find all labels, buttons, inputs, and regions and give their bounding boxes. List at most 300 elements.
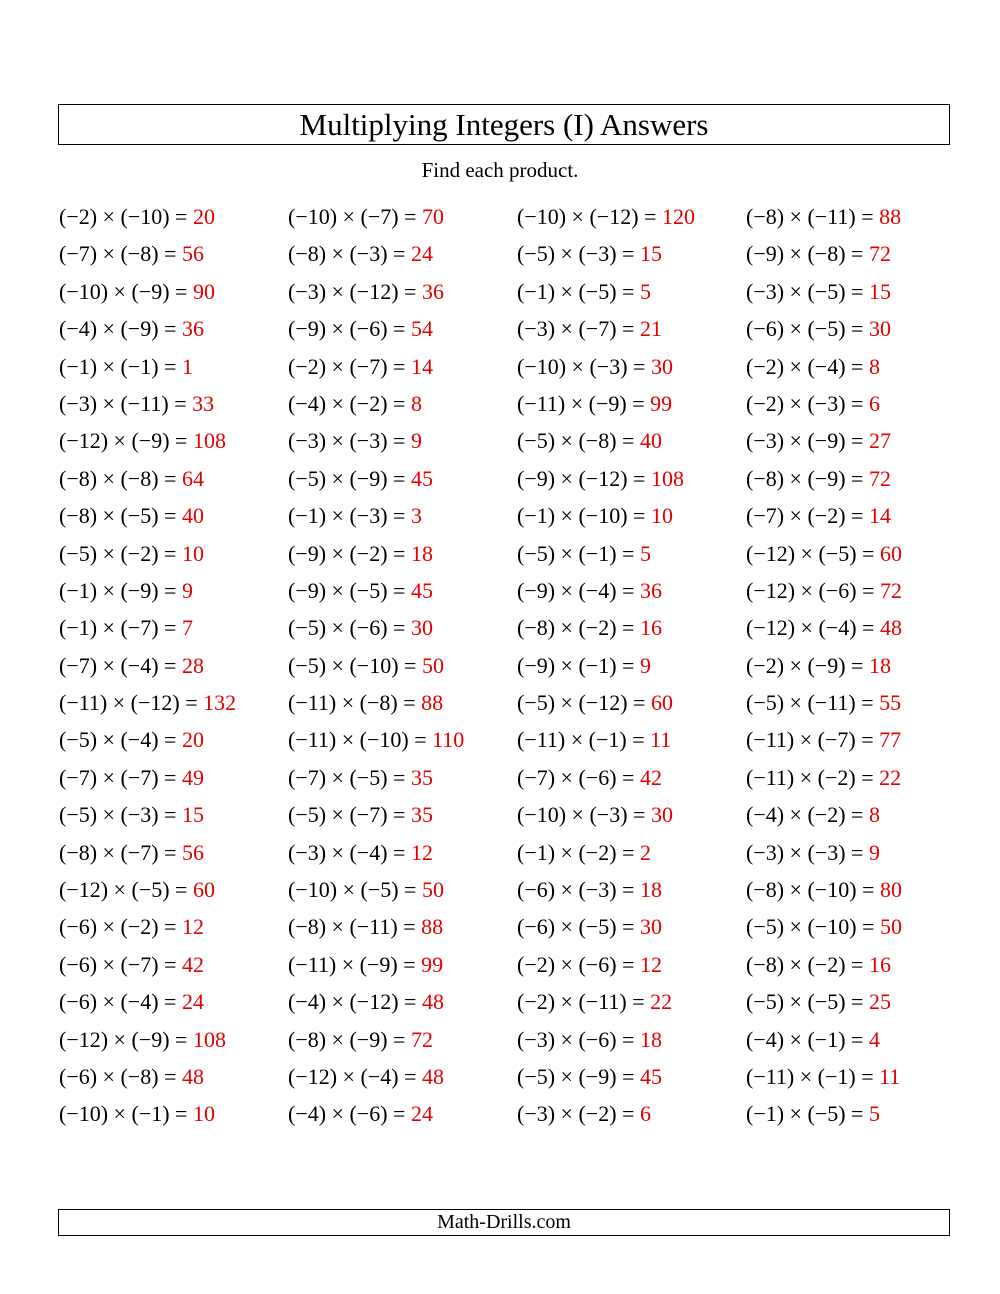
problem-answer: 80 (879, 877, 902, 903)
problem-expression: (−1) × (−9) = (59, 577, 182, 603)
problem-answer: 60 (192, 877, 215, 903)
problem-expression: (−12) × (−4) = (746, 615, 880, 641)
problem-expression: (−10) × (−9) = (59, 278, 193, 304)
problem-answer: 132 (203, 690, 237, 716)
problem-expression: (−11) × (−12) = (59, 690, 204, 716)
problem-answer: 12 (639, 951, 662, 977)
problem-expression: (−4) × (−2) = (746, 802, 869, 828)
problem-answer: 3 (410, 503, 422, 529)
problem-expression: (−7) × (−7) = (59, 764, 182, 790)
problem-answer: 30 (639, 914, 662, 940)
problem-expression: (−5) × (−10) = (746, 914, 880, 940)
problem-expression: (−3) × (−7) = (517, 316, 640, 342)
problem-expression: (−6) × (−8) = (59, 1063, 182, 1089)
problem-item (517, 796, 746, 833)
problem-item (746, 422, 975, 459)
problem-expression: (−5) × (−3) = (517, 241, 640, 267)
instructions: Find each product. (421, 158, 579, 182)
problem-answer: 36 (181, 316, 204, 342)
problem-item (517, 348, 746, 385)
problem-expression: (−5) × (−6) = (288, 615, 411, 641)
problem-answer: 18 (410, 540, 433, 566)
problem-item (288, 572, 517, 609)
problem-expression: (−10) × (−12) = (517, 204, 662, 229)
problem-item (59, 310, 288, 347)
problem-item (517, 198, 746, 235)
problem-item (746, 983, 975, 1020)
problem-item (288, 871, 517, 908)
problem-expression: (−5) × (−11) = (746, 690, 880, 716)
problem-expression: (−1) × (−10) = (517, 503, 651, 529)
problem-item (288, 759, 517, 796)
problem-answer: 4 (868, 1026, 880, 1052)
worksheet-title (58, 104, 950, 145)
problem-item (59, 983, 288, 1020)
problem-answer: 12 (181, 914, 204, 940)
problem-item (288, 422, 517, 459)
problem-expression: (−5) × (−4) = (59, 727, 182, 753)
problem-item (59, 385, 288, 422)
problem-grid (59, 198, 979, 1133)
problem-item (746, 1058, 975, 1095)
problem-answer: 45 (410, 465, 433, 491)
problem-item (288, 983, 517, 1020)
problem-answer: 99 (650, 390, 673, 416)
problem-answer: 24 (181, 989, 204, 1015)
problem-answer: 54 (410, 316, 433, 342)
problem-answer: 99 (421, 951, 444, 977)
problem-item (288, 647, 517, 684)
problem-item (288, 535, 517, 572)
problem-answer: 15 (181, 802, 204, 828)
problem-item (746, 310, 975, 347)
problem-expression: (−8) × (−2) = (746, 951, 869, 977)
problem-item (517, 834, 746, 871)
problem-item (517, 983, 746, 1020)
problem-item (517, 422, 746, 459)
problem-answer: 10 (181, 540, 204, 566)
problem-answer: 14 (868, 503, 891, 529)
problem-item (746, 497, 975, 534)
problem-expression: (−12) × (−9) = (59, 428, 193, 454)
problem-item (59, 235, 288, 272)
problem-item (746, 908, 975, 945)
problem-expression: (−5) × (−5) = (746, 989, 869, 1015)
problem-item (517, 572, 746, 609)
problem-expression: (−7) × (−6) = (517, 764, 640, 790)
problem-expression: (−2) × (−11) = (517, 989, 651, 1015)
problem-item (59, 572, 288, 609)
problem-item (59, 273, 288, 310)
footer-text: Math-Drills.com (437, 1211, 571, 1233)
problem-item (517, 535, 746, 572)
problem-answer: 70 (421, 204, 444, 229)
problem-answer: 56 (181, 839, 204, 865)
problem-answer: 35 (410, 764, 433, 790)
problem-expression: (−4) × (−2) = (288, 390, 411, 416)
problem-expression: (−3) × (−3) = (746, 839, 869, 865)
problem-item (59, 647, 288, 684)
problem-answer: 10 (192, 1101, 215, 1127)
problem-answer: 40 (181, 503, 204, 529)
problem-expression: (−4) × (−6) = (288, 1101, 411, 1127)
problem-item (59, 871, 288, 908)
problem-answer: 36 (639, 577, 662, 603)
problem-expression: (−7) × (−8) = (59, 241, 182, 267)
problem-item (517, 1021, 746, 1058)
problem-answer: 56 (181, 241, 204, 267)
problem-expression: (−1) × (−3) = (288, 503, 411, 529)
problem-answer: 60 (650, 690, 673, 716)
problem-expression: (−10) × (−1) = (59, 1101, 193, 1127)
problem-item (59, 834, 288, 871)
problem-answer: 45 (410, 577, 433, 603)
problem-expression: (−2) × (−4) = (746, 353, 869, 379)
problem-answer: 9 (868, 839, 880, 865)
problem-answer: 25 (868, 989, 891, 1015)
problem-expression: (−11) × (−8) = (288, 690, 422, 716)
problem-expression: (−11) × (−2) = (746, 764, 880, 790)
problem-item (746, 684, 975, 721)
problem-answer: 18 (639, 1026, 662, 1052)
problem-expression: (−12) × (−4) = (288, 1063, 422, 1089)
problem-answer: 14 (410, 353, 433, 379)
problem-answer: 16 (868, 951, 891, 977)
problem-expression: (−11) × (−10) = (288, 727, 433, 753)
problem-answer: 11 (879, 1063, 901, 1089)
problem-item (517, 460, 746, 497)
problem-answer: 88 (421, 690, 444, 716)
problem-answer: 30 (650, 353, 673, 379)
worksheet-title-text: Multiplying Integers (I) Answers (299, 106, 709, 142)
problem-expression: (−6) × (−2) = (59, 914, 182, 940)
problem-item (288, 721, 517, 758)
problem-answer: 6 (868, 390, 880, 416)
problem-item (59, 198, 288, 235)
problem-answer: 48 (421, 1063, 444, 1089)
problem-expression: (−9) × (−2) = (288, 540, 411, 566)
problem-item (59, 1021, 288, 1058)
problem-item (746, 348, 975, 385)
problem-answer: 9 (181, 577, 193, 603)
problem-answer: 60 (879, 540, 902, 566)
problem-answer: 72 (868, 465, 891, 491)
problem-expression: (−8) × (−7) = (59, 839, 182, 865)
problem-answer: 18 (639, 877, 662, 903)
problem-expression: (−5) × (−9) = (288, 465, 411, 491)
problem-expression: (−12) × (−5) = (746, 540, 880, 566)
problem-expression: (−10) × (−7) = (288, 204, 422, 229)
problem-expression: (−1) × (−5) = (517, 278, 640, 304)
problem-expression: (−9) × (−5) = (288, 577, 411, 603)
problem-answer: 90 (192, 278, 215, 304)
problem-expression: (−4) × (−12) = (288, 989, 422, 1015)
problem-expression: (−3) × (−6) = (517, 1026, 640, 1052)
problem-answer: 110 (432, 727, 465, 753)
problem-item (517, 647, 746, 684)
problem-answer: 15 (639, 241, 662, 267)
problem-expression: (−2) × (−9) = (746, 652, 869, 678)
problem-expression: (−5) × (−12) = (517, 690, 651, 716)
problem-expression: (−5) × (−3) = (59, 802, 182, 828)
problem-item (59, 721, 288, 758)
problem-item (288, 385, 517, 422)
problem-answer: 108 (192, 1026, 226, 1052)
problem-item (517, 908, 746, 945)
problem-answer: 72 (868, 241, 891, 267)
problem-answer: 50 (879, 914, 902, 940)
problem-expression: (−8) × (−9) = (288, 1026, 411, 1052)
problem-item (517, 310, 746, 347)
problem-answer: 8 (868, 802, 880, 828)
problem-answer: 8 (868, 353, 880, 379)
problem-expression: (−2) × (−7) = (288, 353, 411, 379)
problem-answer: 12 (410, 839, 433, 865)
problem-answer: 9 (639, 652, 651, 678)
problem-expression: (−8) × (−8) = (59, 465, 182, 491)
problem-item (517, 497, 746, 534)
problem-answer: 24 (410, 241, 433, 267)
problem-expression: (−9) × (−4) = (517, 577, 640, 603)
problem-expression: (−4) × (−9) = (59, 316, 182, 342)
problem-answer: 72 (879, 577, 902, 603)
problem-answer: 5 (639, 540, 651, 566)
problem-expression: (−8) × (−5) = (59, 503, 182, 529)
problem-expression: (−8) × (−10) = (746, 877, 880, 903)
problem-answer: 27 (868, 428, 891, 454)
problem-answer: 22 (650, 989, 673, 1015)
problem-expression: (−11) × (−7) = (746, 727, 880, 753)
problem-item (59, 422, 288, 459)
problem-item (288, 1021, 517, 1058)
problem-answer: 77 (879, 727, 902, 753)
problem-item (288, 684, 517, 721)
problem-answer: 28 (181, 652, 204, 678)
problem-expression: (−1) × (−1) = (59, 353, 182, 379)
problem-expression: (−3) × (−3) = (288, 428, 411, 454)
problem-answer: 16 (639, 615, 662, 641)
problem-expression: (−8) × (−2) = (517, 615, 640, 641)
problem-answer: 35 (410, 802, 433, 828)
problem-answer: 50 (421, 877, 444, 903)
problem-expression: (−5) × (−7) = (288, 802, 411, 828)
problem-expression: (−9) × (−12) = (517, 465, 651, 491)
problem-expression: (−5) × (−1) = (517, 540, 640, 566)
problem-answer: 30 (650, 802, 673, 828)
problem-answer: 10 (650, 503, 673, 529)
problem-item (517, 684, 746, 721)
problem-expression: (−6) × (−5) = (517, 914, 640, 940)
problem-item (288, 273, 517, 310)
problem-item (517, 273, 746, 310)
problem-item (59, 348, 288, 385)
problem-answer: 88 (421, 914, 444, 940)
problem-answer: 5 (868, 1101, 880, 1127)
problem-item (59, 535, 288, 572)
problem-item (517, 609, 746, 646)
problem-expression: (−3) × (−2) = (517, 1101, 640, 1127)
problem-expression: (−2) × (−6) = (517, 951, 640, 977)
problem-item (746, 385, 975, 422)
problem-expression: (−5) × (−9) = (517, 1063, 640, 1089)
problem-expression: (−1) × (−7) = (59, 615, 182, 641)
problem-item (746, 796, 975, 833)
problem-expression: (−8) × (−9) = (746, 465, 869, 491)
problem-answer: 30 (410, 615, 433, 641)
problem-expression: (−11) × (−9) = (288, 951, 422, 977)
problem-expression: (−12) × (−9) = (59, 1026, 193, 1052)
problem-item (288, 946, 517, 983)
problem-answer: 20 (181, 727, 204, 753)
problem-answer: 120 (661, 204, 695, 229)
problem-item (746, 1021, 975, 1058)
problem-answer: 21 (639, 316, 662, 342)
problem-item (746, 198, 975, 235)
problem-answer: 22 (879, 764, 902, 790)
problem-item (746, 535, 975, 572)
problem-answer: 24 (410, 1101, 433, 1127)
problem-expression: (−6) × (−3) = (517, 877, 640, 903)
problem-answer: 6 (639, 1101, 651, 1127)
problem-item (288, 348, 517, 385)
problem-expression: (−12) × (−6) = (746, 577, 880, 603)
problem-expression: (−12) × (−5) = (59, 877, 193, 903)
problem-expression: (−10) × (−5) = (288, 877, 422, 903)
problem-item (59, 1095, 288, 1132)
problem-item (59, 609, 288, 646)
problem-answer: 72 (410, 1026, 433, 1052)
problem-item (59, 796, 288, 833)
problem-item (288, 497, 517, 534)
problem-answer: 55 (879, 690, 902, 716)
problem-expression: (−11) × (−1) = (746, 1063, 880, 1089)
problem-expression: (−10) × (−3) = (517, 353, 651, 379)
problem-item (517, 721, 746, 758)
problem-item (746, 572, 975, 609)
problem-item (288, 834, 517, 871)
problem-expression: (−7) × (−5) = (288, 764, 411, 790)
problem-answer: 1 (181, 353, 193, 379)
problem-expression: (−2) × (−3) = (746, 390, 869, 416)
problem-item (288, 908, 517, 945)
problem-answer: 45 (639, 1063, 662, 1089)
problem-answer: 2 (639, 839, 651, 865)
problem-expression: (−6) × (−4) = (59, 989, 182, 1015)
problem-expression: (−6) × (−7) = (59, 951, 182, 977)
problem-expression: (−7) × (−2) = (746, 503, 869, 529)
problem-expression: (−11) × (−1) = (517, 727, 651, 753)
problem-expression: (−8) × (−11) = (746, 204, 880, 229)
problem-item (746, 946, 975, 983)
problem-answer: 48 (879, 615, 902, 641)
problem-item (288, 310, 517, 347)
problem-expression: (−11) × (−9) = (517, 390, 651, 416)
problem-answer: 88 (879, 204, 902, 229)
problem-answer: 48 (421, 989, 444, 1015)
problem-expression: (−7) × (−4) = (59, 652, 182, 678)
problem-answer: 18 (868, 652, 891, 678)
problem-expression: (−1) × (−5) = (746, 1101, 869, 1127)
problem-item (59, 759, 288, 796)
problem-item (59, 497, 288, 534)
problem-answer: 40 (639, 428, 662, 454)
problem-expression: (−6) × (−5) = (746, 316, 869, 342)
problem-item (288, 609, 517, 646)
problem-item (288, 1095, 517, 1132)
problem-expression: (−3) × (−5) = (746, 278, 869, 304)
problem-expression: (−2) × (−10) = (59, 204, 193, 229)
problem-expression: (−1) × (−2) = (517, 839, 640, 865)
problem-answer: 5 (639, 278, 651, 304)
problem-item (59, 1058, 288, 1095)
problem-expression: (−8) × (−3) = (288, 241, 411, 267)
problem-item (746, 647, 975, 684)
problem-answer: 20 (192, 204, 215, 229)
problem-item (746, 834, 975, 871)
problem-expression: (−5) × (−10) = (288, 652, 422, 678)
problem-item (746, 235, 975, 272)
problem-answer: 7 (181, 615, 193, 641)
problem-expression: (−5) × (−8) = (517, 428, 640, 454)
problem-answer: 9 (410, 428, 422, 454)
problem-item (746, 609, 975, 646)
problem-answer: 50 (421, 652, 444, 678)
problem-answer: 33 (192, 390, 215, 416)
problem-expression: (−3) × (−9) = (746, 428, 869, 454)
problem-item (746, 871, 975, 908)
problem-item (59, 908, 288, 945)
problem-item (59, 460, 288, 497)
problem-expression: (−10) × (−3) = (517, 802, 651, 828)
problem-answer: 108 (650, 465, 684, 491)
problem-expression: (−9) × (−8) = (746, 241, 869, 267)
problem-answer: 49 (181, 764, 204, 790)
problem-item (288, 198, 517, 235)
problem-answer: 36 (421, 278, 444, 304)
problem-item (746, 759, 975, 796)
problem-expression: (−3) × (−11) = (59, 390, 193, 416)
problem-answer: 42 (639, 764, 662, 790)
problem-expression: (−8) × (−11) = (288, 914, 422, 940)
problem-item (517, 1095, 746, 1132)
problem-answer: 8 (410, 390, 422, 416)
problem-answer: 11 (650, 727, 672, 753)
problem-expression: (−4) × (−1) = (746, 1026, 869, 1052)
problem-answer: 15 (868, 278, 891, 304)
problem-answer: 48 (181, 1063, 204, 1089)
problem-item (517, 871, 746, 908)
problem-item (746, 273, 975, 310)
problem-answer: 64 (181, 465, 204, 491)
problem-item (288, 235, 517, 272)
problem-expression: (−9) × (−1) = (517, 652, 640, 678)
problem-expression: (−3) × (−4) = (288, 839, 411, 865)
problem-item (746, 460, 975, 497)
footer (58, 1209, 950, 1236)
problem-item (517, 759, 746, 796)
problem-expression: (−9) × (−6) = (288, 316, 411, 342)
problem-item (517, 946, 746, 983)
problem-item (746, 1095, 975, 1132)
problem-item (288, 1058, 517, 1095)
problem-expression: (−5) × (−2) = (59, 540, 182, 566)
problem-item (517, 385, 746, 422)
problem-item (288, 460, 517, 497)
problem-item (288, 796, 517, 833)
problem-item (517, 235, 746, 272)
problem-item (59, 946, 288, 983)
problem-item (517, 1058, 746, 1095)
